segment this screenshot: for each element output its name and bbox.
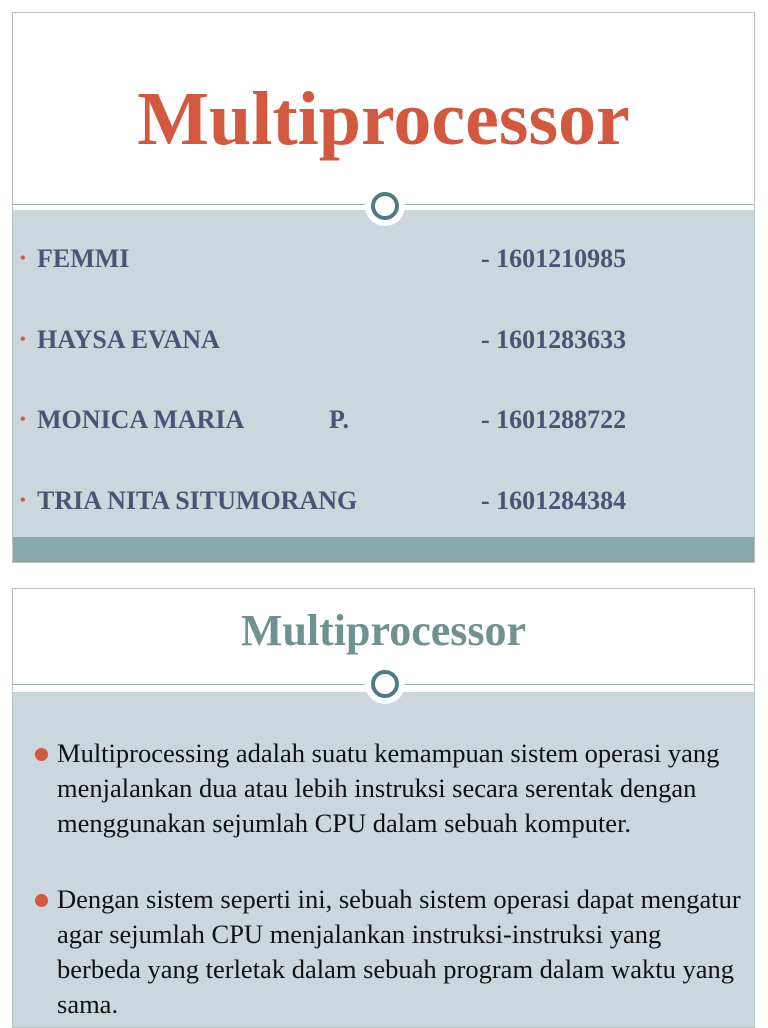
member-name: TRIA NITA SITUMORANG — [37, 486, 358, 515]
member-row — [13, 244, 754, 284]
member-nim: - 1601288722 — [481, 405, 627, 434]
bullet-icon — [35, 748, 48, 761]
slide-2-title: Multiprocessor — [240, 606, 527, 655]
ring-ornament-icon — [365, 664, 405, 704]
member-row — [13, 486, 754, 526]
member-name: MONICA MARIA — [37, 405, 245, 434]
footer-band — [13, 537, 754, 563]
slide-2 — [12, 588, 755, 1028]
slide-1-title: Multiprocessor — [137, 77, 630, 161]
bullet-icon: • — [20, 411, 26, 428]
bullet-paragraph — [57, 736, 747, 841]
member-name: FEMMI — [37, 244, 130, 273]
bullet-icon: • — [20, 250, 26, 267]
member-list-panel — [13, 210, 754, 537]
slide-1 — [12, 12, 755, 563]
bullet-icon: • — [20, 331, 26, 348]
member-name-suffix: P. — [329, 405, 349, 434]
text-panel — [13, 692, 754, 1028]
bullet-icon: • — [20, 492, 26, 509]
bullet-text: Dengan sistem seperti ini, sebuah sistem operasi dapat mengatur agar sejumlah CPU menjalankan instruksi-instruksi yang berbeda yang terletak dalam sebuah program dalam waktu yang sama. — [57, 884, 741, 1019]
member-name: HAYSA EVANA — [37, 325, 220, 354]
member-nim: - 1601210985 — [481, 244, 627, 273]
ring-ornament-icon — [365, 186, 405, 226]
bullet-paragraph — [57, 882, 747, 1022]
member-nim: - 1601283633 — [481, 325, 627, 354]
bullet-text: Multiprocessing adalah suatu kemampuan sistem operasi yang menjalankan dua atau lebih instruksi secara serentak dengan menggunakan sejumlah CPU dalam sebuah komputer. — [57, 738, 720, 838]
bullet-icon — [35, 894, 48, 907]
member-row — [13, 405, 754, 445]
member-nim: - 1601284384 — [481, 486, 627, 515]
member-row — [13, 325, 754, 365]
